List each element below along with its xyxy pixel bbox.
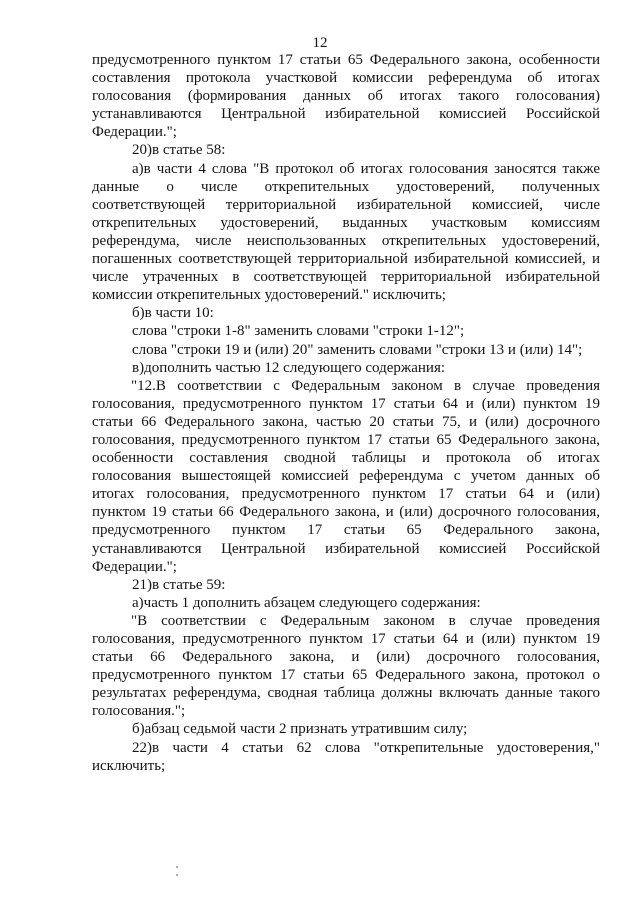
text-line: голосования."; [92,703,186,720]
text-line: б)абзац седьмой части 2 признать утратившим силу; [132,721,468,738]
text-line: Федерации."; [92,558,177,575]
text-line: предусмотренного пунктом 17 статьи 65 Федерального закона, особенности [92,52,600,68]
text-line: устанавливаются Центральной избирательной комиссией Российской [92,106,600,123]
text-line: особенности составления сводной таблицы и протокола об итогах [92,450,600,467]
text-line: в)дополнить частью 12 следующего содержания: [132,359,446,376]
text-line: итогах голосования, предусмотренного пунктом 17 статьи 64 и (или) [92,486,600,503]
text-line: числе утраченных в соответствующей территориальной избирательной [92,269,600,286]
text-line: "12.В соответствии с Федеральным законом в случае проведения [131,377,600,394]
text-line: 22)в части 4 статьи 62 слова "открепительные удостоверения," [132,739,600,756]
text-line: слова "строки 1-8" заменить словами "строки 1-12"; [132,323,465,340]
text-line: комиссии открепительных удостоверений." исключить; [92,287,446,304]
text-line: 21)в статье 59: [132,576,226,593]
text-line: голосования, предусмотренного пунктом 17 статьи 65 Федерального закона, [92,431,600,448]
scan-speck [176,874,178,876]
text-line: голосования, предусмотренного пунктом 17 статьи 64 и (или) пунктом 19 [92,631,600,647]
text-line: голосования вышестоящей комиссией референдума с учетом данных об [92,468,600,485]
text-line: открепительных удостоверений, выданных участковым комиссиям [92,214,600,231]
text-line: Федерации."; [92,124,177,141]
document-body [92,51,600,775]
text-line: результатах референдума, сводная таблица должны включать данные такого [92,685,600,702]
text-line: составления протокола участковой комиссии референдума об итогах [92,70,600,87]
text-line: исключить; [92,757,166,774]
text-line: а)часть 1 дополнить абзацем следующего содержания: [132,594,481,611]
text-line: б)в части 10: [132,305,214,322]
text-line: а)в части 4 слова "В протокол об итогах голосования заносятся также [132,160,600,177]
text-line: пунктом 19 статьи 66 Федерального закона, и (или) досрочного голосования, [92,504,600,521]
text-line: статьи 66 Федерального закона, частью 20 статьи 75, и (или) досрочного [92,413,600,430]
text-line: слова "строки 19 и (или) 20" заменить словами "строки 13 и (или) 14"; [132,341,583,358]
text-line: данные о числе открепительных удостоверений, полученных [92,178,600,195]
text-line: 20)в статье 58: [132,142,226,159]
text-line: референдума, числе неиспользованных открепительных удостоверений, [92,232,600,249]
text-line: погашенных соответствующей территориальной избирательной комиссией, и [92,251,600,268]
text-line: "В соответствии с Федеральным законом в случае проведения [131,612,600,629]
text-line: предусмотренного пунктом 17 статьи 65 Федерального закона, протокол о [92,667,600,684]
text-line: голосования, предусмотренного пунктом 17 статьи 64 и (или) пунктом 19 [92,395,600,412]
text-line: соответствующей территориальной избирательной комиссией, числе [92,196,600,213]
text-line: предусмотренного пунктом 17 статьи 65 Федерального закона, [92,522,600,539]
text-line: устанавливаются Центральной избирательной комиссией Российской [92,540,600,557]
text-line: голосования (формирования данных об итогах такого голосования) [92,88,600,105]
scan-speck [176,866,178,868]
text-line: статьи 66 Федерального закона, и (или) досрочного голосования, [92,649,600,666]
page-number: 12 [312,35,328,51]
